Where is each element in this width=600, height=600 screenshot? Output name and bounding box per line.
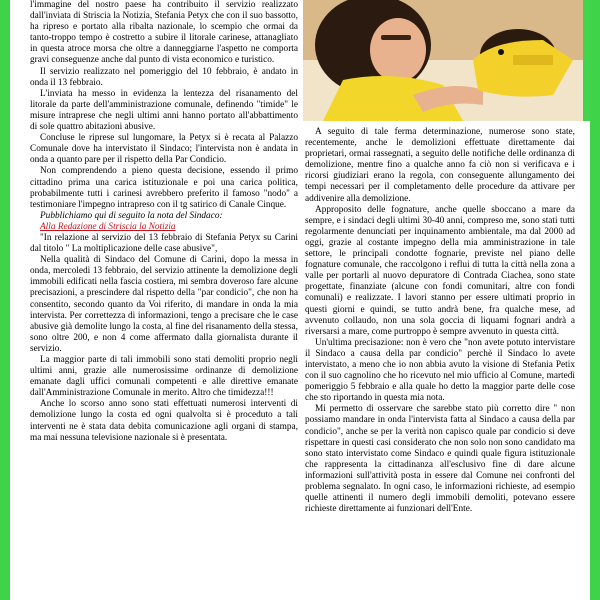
right-text-column — [305, 127, 575, 600]
left-column-paragraph: L'inviata ha messo in evidenza la lentezza del risanamento del litorale da parte dell'amministrazione comunale, definendo "timide" le misure intraprese che negli ultimi anni hanno portato all'abbattimento di sole quattro abitazioni abusive. — [30, 88, 298, 133]
photo-illustration — [303, 0, 583, 121]
right-column-paragraph: Un'ultima precisazione: non è vero che "non avete potuto intervistare il Sindaco a causa della par condicio" perchè il Sindaco lo avete intervistato, a meno che io non abbia avuto la visione di Stefania Petix con il suo cagnolino che ho ricevuto nel mio ufficio al Comune, martedì pomeriggio 5 febbraio e alla quale ho detto la maggior parte delle cose che sto riportando in questa mia nota. — [305, 337, 575, 404]
left-column-paragraph: "In relazione al servizio del 13 febbraio di Stefania Petyx su Carini dal titolo " La moltiplicazione delle case abusive", — [30, 232, 298, 255]
right-green-frame — [590, 0, 600, 600]
left-column-paragraph: Alla Redazione di Striscia la Notizia — [40, 221, 176, 232]
green-accent-strip — [583, 0, 590, 121]
left-column-paragraph: Pubblichiamo qui di seguito la nota del Sindaco: — [40, 210, 223, 221]
left-column-paragraph: La maggior parte di tali immobili sono stati demoliti proprio negli ultimi anni, grazie alle numerosissime ordinanze di demolizione emanate dagli uffici comunali competenti e alle direttive emanate dall'Amministrazione Comunale in merito. Altro che timidezza!!! — [30, 355, 298, 399]
photo-reporter-with-dachshund — [303, 0, 583, 121]
left-column-paragraph: Non comprendendo a pieno questa decisione, essendo il primo cittadino prima una carica istituzionale e poi una carica politica, probabilmente tutti i carinesi avrebbero preferito il famoso "nodo" a testimoniare l'impegno intrapreso con il tg satirico di Canale Cinque. — [30, 166, 298, 210]
right-column-paragraph: Mi permetto di osservare che sarebbe stato più corretto dire " non possiamo mandare in onda l'intervista fatta al Sindaco a causa della par condicio", anche se per la verità non capisco quale par condicio si deve rispettare in questi casi considerato che non solo non sono candidato ma sono stato intervistato come Sindaco e quindi quale figura istituzionale che rappresenta la cittadinanza all'esclusivo fine di dare alcune informazioni sull'attività posta in essere dal Comune nei confronti del problema segnalato. In ogni caso, le informazioni richieste, ad esempio quelle attinenti il numero degli immobili demoliti, potevano essere richieste direttamente ai funzionari dell'Ente. — [305, 404, 575, 515]
right-column-paragraph: Approposito delle fognature, anche quelle sboccano a mare da sempre, e i sindaci degli ultimi 30-40 anni, compreso me, sono stati tutti regolarmente denunciati per inquinamento ambientale, ma dal 2000 ad oggi, grazie al costante impegno della mia amministrazione in tale settore, le principali condotte fognarie, previste nel piano delle fognature comunale, che raccolgono i reflui di tutta la città nella zona a valle per portarli al nuovo depuratore di Contrada Ciachea, sono state progettate, finanziate (alcune con fondi comunitari, altre con fondi comunali) e realizzate. I lavori stanno per essere ultimati proprio in questi giorni e quindi, se tutto andrà bene, fra qualche mese, ad avvenuto collaudo, non una sola goccia di liquami fognari andrà a riversarsi a mare, come purtroppo è sempre avvenuto in questa città. — [305, 204, 575, 337]
left-green-frame — [0, 0, 10, 600]
left-column-paragraph: Anche lo scorso anno sono stati effettuati numerosi interventi di demolizione lungo la costa ed ogni qualvolta si è proceduto a tali interventi ne è stata data debita comunicazione agli organi di stampa, ma mai nessuna televisione nazionale si è presentata. — [30, 399, 298, 443]
right-column-paragraph: A seguito di tale ferma determinazione, numerose sono state, recentemente, anche le demolizioni effettuate direttamente dai proprietari, ormai rassegnati, a seguito delle notifiche delle ordinanza di demolizione, mentre fino a qualche anno fa ciò non si verificava e i ricorsi giudiziari erano la regola, con conseguente allungamento dei tempi necessari per il completamento delle procedure da attivare per addivenire alla demolizione. — [305, 127, 575, 204]
left-text-column — [30, 0, 298, 600]
left-column-paragraph: l'immagine del nostro paese ha contribuito il servizio realizzato dall'inviata di Striscia la Notizia, Stefania Petyx che con il suo bassotto, ha ripreso e portato alla ribalta nazionale, lo scempio che ormai da tanto-troppo tempo è costretto a subire il litorale carinese, attanagliato in questa atroce morsa che oltre a danneggiarne l'aspetto ne comporta gravi conseguenze anche dal punto di vista economico e turistico. — [30, 0, 298, 66]
left-column-paragraph: Concluse le riprese sul lungomare, la Petyx si è recata al Palazzo Comunale dove ha intervistato il Sindaco; l'intervista non è andata in onda a quanto pare per il rispetto della Par Condicio. — [30, 133, 298, 166]
left-column-paragraph: Nella qualità di Sindaco del Comune di Carini, dopo la messa in onda, mercoledì 13 febbraio, del servizio attinente la demolizione degli immobili edificati nella fascia costiera, mi sembra doveroso fare alcune precisazioni, a prescindere dal rispetto della "par condicio", che non ha consentito, secondo quanto da Voi riferito, di mandare in onda la mia intervista. Per correttezza di informazioni, tengo a precisare che le case abusive già demolite lungo la costa, al fine del risanamento della stessa, sono oltre 200, e non 4 come affermato dalla giornalista durante il servizio. — [30, 255, 298, 354]
left-column-paragraph: Il servizio realizzato nel pomeriggio del 10 febbraio, è andato in onda il 13 febbraio. — [30, 66, 298, 88]
